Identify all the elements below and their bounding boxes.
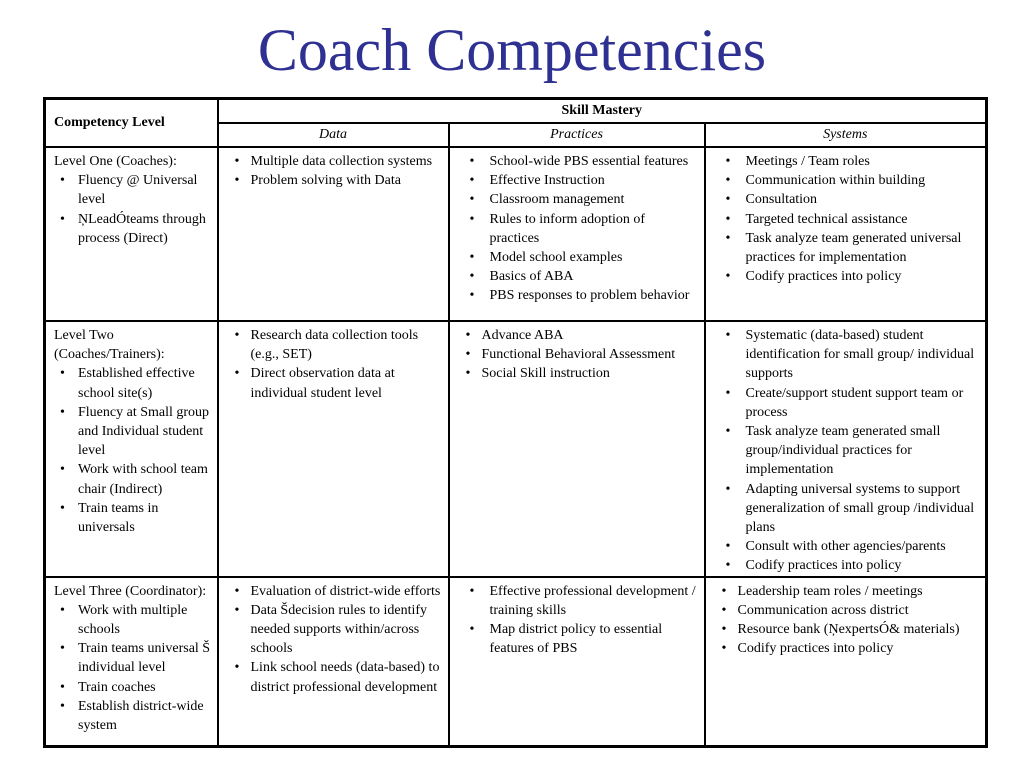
data-list — [227, 326, 442, 403]
level-cell — [45, 147, 218, 321]
practices-list — [458, 152, 698, 306]
level-cell — [45, 577, 218, 747]
practices-cell — [449, 321, 705, 577]
list-item: • Advance ABA — [458, 326, 698, 345]
level-title: Level One (Coaches): — [54, 154, 177, 169]
systems-cell — [705, 577, 987, 747]
systems-cell — [705, 147, 987, 321]
practices-list — [458, 582, 698, 659]
list-item: • Task analyze team generated universal practices for implementation — [714, 229, 980, 267]
list-item: • Work with school team chair (Indirect) — [54, 460, 211, 498]
data-list — [227, 152, 442, 190]
data-cell — [218, 147, 449, 321]
systems-list — [714, 582, 980, 659]
list-item: • Data Šdecision rules to identify needed supports within/across schools — [227, 601, 442, 659]
level-title: Level Three (Coordinator): — [54, 583, 207, 599]
list-item: • Work with multiple schools — [54, 601, 211, 639]
list-item: • Effective Instruction — [458, 171, 698, 190]
data-list — [227, 582, 442, 697]
table-row-level-three — [45, 577, 987, 747]
list-item: • Fluency at Small group and Individual student level — [54, 403, 211, 461]
list-item: • Create/support student support team or process — [714, 384, 980, 422]
list-item: • Consult with other agencies/parents — [714, 537, 980, 556]
list-item: • Systematic (data-based) student identification for small group/ individual supports — [714, 326, 980, 384]
data-cell — [218, 577, 449, 747]
practices-cell — [449, 147, 705, 321]
list-item: • Train teams universal Š individual level — [54, 639, 211, 677]
list-item: • Functional Behavioral Assessment — [458, 345, 698, 364]
list-item: • PBS responses to problem behavior — [458, 286, 698, 305]
list-item: • Resource bank (ŅexpertsÓ& materials) — [714, 620, 980, 639]
list-item: • Targeted technical assistance — [714, 210, 980, 229]
list-item: • Multiple data collection systems — [227, 152, 442, 171]
practices-cell — [449, 577, 705, 747]
level-title: Level Two (Coaches/Trainers): — [54, 328, 165, 363]
column-header-systems: Systems — [705, 123, 987, 147]
table-row-level-one — [45, 147, 987, 321]
list-item: • Map district policy to essential features of PBS — [458, 620, 698, 658]
practices-list — [458, 326, 698, 384]
systems-list — [714, 326, 980, 576]
list-item: • Rules to inform adoption of practices — [458, 210, 698, 248]
list-item: • Classroom management — [458, 190, 698, 209]
list-item: • Leadership team roles / meetings — [714, 582, 980, 601]
data-cell — [218, 321, 449, 577]
list-item: • Link school needs (data-based) to district professional development — [227, 658, 442, 696]
level-list — [54, 364, 211, 537]
systems-cell — [705, 321, 987, 577]
list-item: • Establish district-wide system — [54, 697, 211, 735]
list-item: • Communication across district — [714, 601, 980, 620]
list-item: • Effective professional development / training skills — [458, 582, 698, 620]
list-item: • Codify practices into policy — [714, 267, 980, 286]
list-item: • Model school examples — [458, 248, 698, 267]
page-title: Coach Competencies — [257, 17, 767, 83]
competency-level-header: Competency Level — [45, 99, 218, 148]
table-row-level-two — [45, 321, 987, 577]
list-item: • Direct observation data at individual student level — [227, 364, 442, 402]
list-item: • Fluency @ Universal level — [54, 171, 211, 209]
list-item: • ŅLeadÓteams through process (Direct) — [54, 210, 211, 248]
list-item: • School-wide PBS essential features — [458, 152, 698, 171]
list-item: • Evaluation of district-wide efforts — [227, 582, 442, 601]
list-item: • Consultation — [714, 190, 980, 209]
list-item: • Social Skill instruction — [458, 364, 698, 383]
list-item: • Basics of ABA — [458, 267, 698, 286]
list-item: • Train teams in universals — [54, 499, 211, 537]
level-cell — [45, 321, 218, 577]
list-item: • Meetings / Team roles — [714, 152, 980, 171]
column-header-practices: Practices — [449, 123, 705, 147]
list-item: • Adapting universal systems to support generalization of small group /individual plans — [714, 480, 980, 538]
list-item: • Communication within building — [714, 171, 980, 190]
level-list — [54, 171, 211, 248]
skill-mastery-header: Skill Mastery — [218, 99, 987, 124]
list-item: • Codify practices into policy — [714, 639, 980, 658]
level-list — [54, 601, 211, 735]
list-item: • Problem solving with Data — [227, 171, 442, 190]
list-item: • Codify practices into policy — [714, 556, 980, 575]
list-item: • Task analyze team generated small group/individual practices for implementation — [714, 422, 980, 480]
systems-list — [714, 152, 980, 286]
list-item: • Research data collection tools (e.g., SET) — [227, 326, 442, 364]
competency-table — [43, 97, 988, 748]
list-item: • Train coaches — [54, 678, 211, 697]
column-header-data: Data — [218, 123, 449, 147]
list-item: • Established effective school site(s) — [54, 364, 211, 402]
header-row — [45, 99, 987, 124]
